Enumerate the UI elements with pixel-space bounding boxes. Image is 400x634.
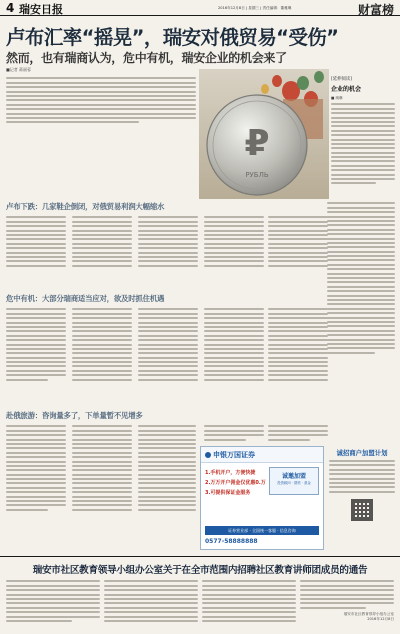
notice-title: 瑞安市社区教育领导小组办公室关于在全市范围内招聘社区教育讲师团成员的通告 (32, 565, 368, 576)
article-byline: ■记者 蒋丽蓉 (6, 67, 32, 72)
body-column (268, 423, 328, 443)
sidebar-continued (327, 200, 395, 356)
body-column (268, 214, 328, 269)
section-heading-3: 赴俄旅游：咨询量多了，下单量暂不见增多 (6, 411, 143, 420)
notice-date: 2016年12月8日 (367, 617, 394, 621)
body-column (268, 306, 328, 383)
sidebar-author: ■ 朗琳 (331, 96, 343, 100)
article-headline: 卢布汇率“摇晃”，瑞安对俄贸易“受伤” (6, 26, 339, 49)
article-lead (6, 75, 196, 126)
ad-feature-list (205, 469, 269, 499)
extended-reading (331, 76, 395, 187)
page-number: 4 (6, 1, 15, 15)
body-column (138, 423, 196, 513)
sidebar-tag: [延伸阅读] (331, 77, 352, 82)
recruitment-ad (329, 448, 395, 546)
ad2-title: 诚招商户加盟计划 (336, 449, 388, 457)
body-column (138, 306, 198, 383)
body-column (6, 423, 66, 513)
body-column (204, 306, 264, 383)
body-column (72, 214, 132, 269)
qr-code-icon (351, 499, 373, 521)
ad-banner: 证券营业部 · 全国统一客服 · 信息咨询 (205, 526, 319, 535)
ad-feature: 2.万万开户佣金仅优惠0.万 (205, 480, 266, 486)
ruble-symbol-icon: ₽ (244, 123, 270, 164)
notice-signature (334, 612, 394, 622)
body-column (138, 214, 198, 269)
body-column (204, 423, 264, 443)
ad-feature: 3.可提供保证金服务 (205, 490, 251, 496)
body-column (6, 306, 66, 383)
coin-label: РУБЛЬ (245, 171, 269, 179)
sidebar-title: 企业的机会 (331, 86, 362, 93)
ruble-coin-photo (199, 69, 329, 199)
masthead (0, 0, 400, 16)
notice-body (6, 578, 394, 630)
newspaper-name: 瑞安日报 (19, 3, 63, 16)
section-heading-2: 危中有机：大部分瑞商适当应对，欲及时抓住机遇 (6, 294, 165, 303)
divider (0, 556, 400, 557)
brand-logo-icon (205, 452, 211, 458)
section-heading-1: 卢布下跌：几家鞋企倒闭，对俄贸易利润大幅缩水 (6, 202, 165, 211)
notice-org: 瑞安市社区教育领导小组办公室 (343, 612, 394, 616)
body-column (72, 423, 132, 513)
article-subhead: 然而，也有瑞商认为，危中有机，瑞安企业的机会来了 (6, 51, 287, 65)
masthead-date: 2016年12月8日 | 星期三 | 责任编辑：董雅琳 (218, 6, 292, 10)
ad-logo: 申银万国证券 (205, 450, 255, 460)
ad-feature: 1.手机开户，方便快捷 (205, 470, 256, 476)
section-title: 财富榜 (357, 3, 394, 17)
ad-badge: 诚邀加盟 投资顾问 · 期货 · 基金 (269, 467, 319, 495)
ad-phone: 0577-58888888 (205, 538, 258, 545)
body-column (6, 214, 66, 269)
body-column (72, 306, 132, 383)
securities-ad[interactable] (200, 446, 324, 550)
body-column (204, 214, 264, 269)
